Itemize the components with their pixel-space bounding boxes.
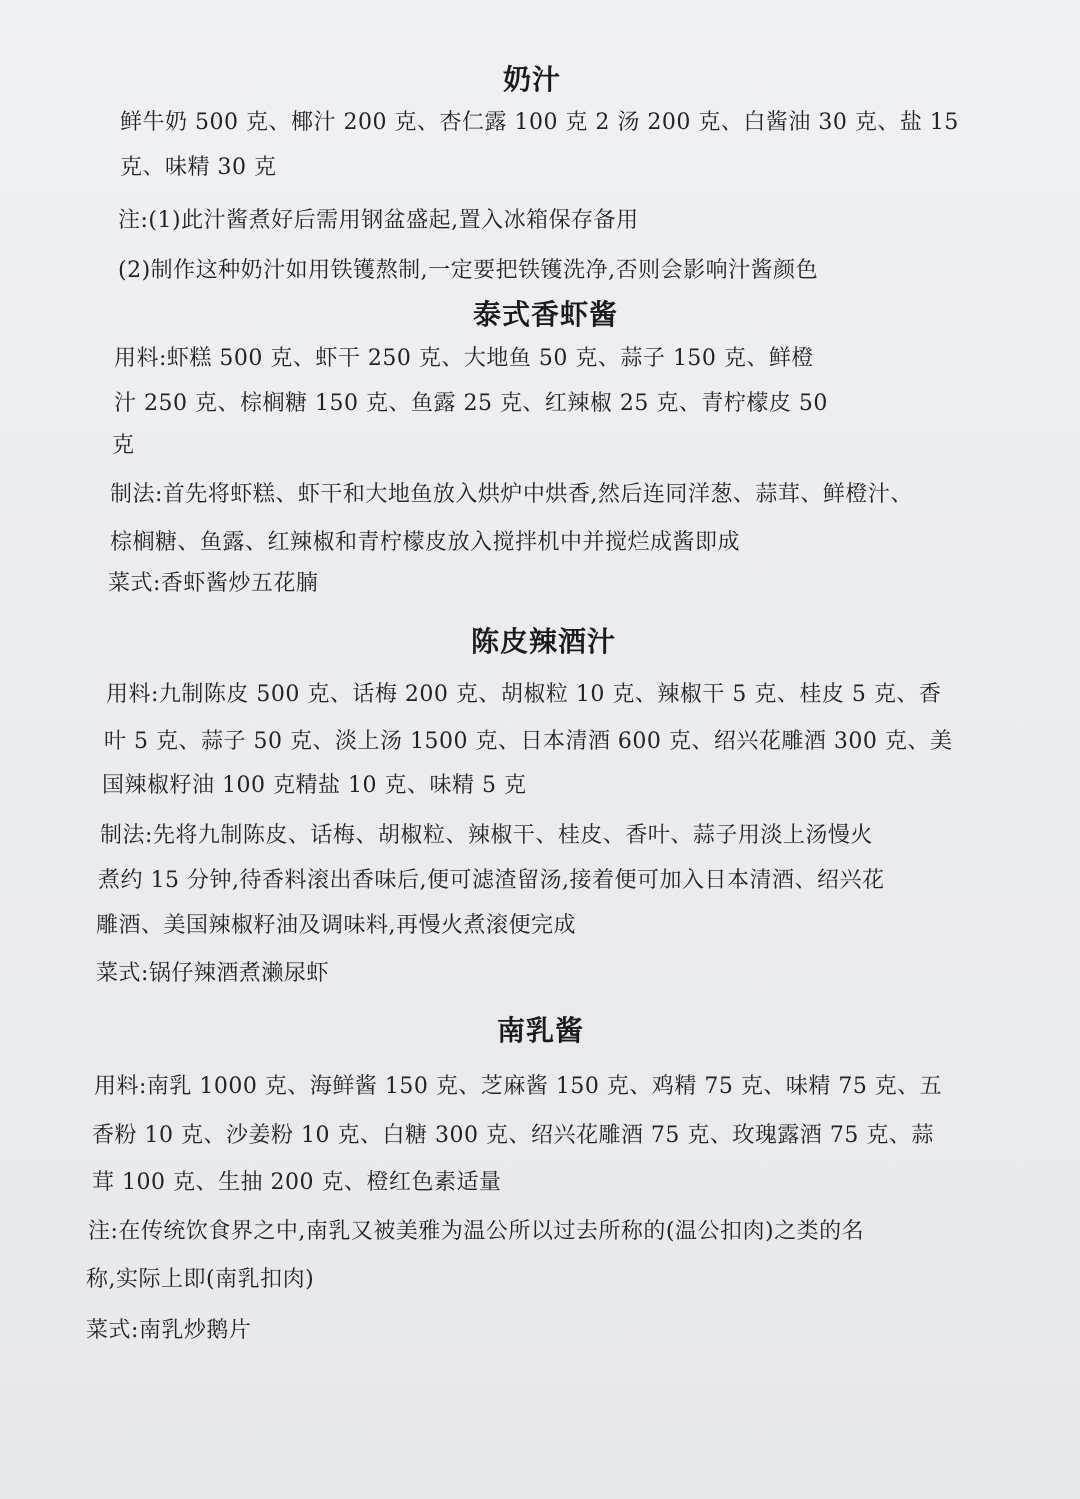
section-title-tangerine-peel-spicy-wine-sauce: 陈皮辣酒汁 [471, 625, 617, 658]
section-4-line-2: 香粉 10 克、沙姜粉 10 克、白糖 300 克、绍兴花雕酒 75 克、玫瑰露酒 75 克、蒜 [92, 1123, 934, 1148]
section-3-line-6: 雕酒、美国辣椒籽油及调味料,再慢火煮滚便完成 [96, 913, 576, 938]
section-3-line-1: 用料:九制陈皮 500 克、话梅 200 克、胡椒粒 10 克、辣椒干 5 克、桂皮 5 克、香 [106, 682, 942, 707]
section-1-line-4: (2)制作这种奶汁如用铁镬熬制,一定要把铁镬洗净,否则会影响汁酱颜色 [118, 258, 819, 283]
section-4-line-3: 茸 100 克、生抽 200 克、橙红色素适量 [92, 1170, 502, 1195]
section-4-line-6: 菜式:南乳炒鹅片 [86, 1318, 252, 1343]
section-2-line-3: 克 [112, 433, 135, 458]
section-4-line-1: 用料:南乳 1000 克、海鲜酱 150 克、芝麻酱 150 克、鸡精 75 克、味精 75 克、五 [94, 1074, 943, 1099]
section-2-line-1: 用料:虾糕 500 克、虾干 250 克、大地鱼 50 克、蒜子 150 克、鲜橙 [114, 346, 814, 371]
section-3-line-4: 制法:先将九制陈皮、话梅、胡椒粒、辣椒干、桂皮、香叶、蒜子用淡上汤慢火 [100, 823, 873, 848]
section-2-line-2: 汁 250 克、棕榈糖 150 克、鱼露 25 克、红辣椒 25 克、青柠檬皮 50 [114, 391, 828, 416]
section-1-line-1: 鲜牛奶 500 克、椰汁 200 克、杏仁露 100 克 2 汤 200 克、白酱油 30 克、盐 15 [120, 110, 959, 135]
section-title-milk-sauce: 奶汁 [503, 63, 562, 96]
section-4-line-4: 注:在传统饮食界之中,南乳又被美雅为温公所以过去所称的(温公扣肉)之类的名 [88, 1219, 865, 1244]
section-2-line-4: 制法:首先将虾糕、虾干和大地鱼放入烘炉中烘香,然后连同洋葱、蒜茸、鲜橙汁、 [110, 482, 913, 507]
section-title-fermented-bean-curd-sauce: 南乳酱 [497, 1014, 585, 1047]
section-1-line-3: 注:(1)此汁酱煮好后需用钢盆盛起,置入冰箱保存备用 [118, 208, 639, 233]
section-3-line-3: 国辣椒籽油 100 克精盐 10 克、味精 5 克 [102, 773, 527, 798]
section-4-line-5: 称,实际上即(南乳扣肉) [86, 1267, 315, 1292]
section-1-line-2: 克、味精 30 克 [120, 155, 277, 180]
section-2-line-5: 棕榈糖、鱼露、红辣椒和青柠檬皮放入搅拌机中并搅烂成酱即成 [110, 530, 741, 555]
section-3-line-5: 煮约 15 分钟,待香料滚出香味后,便可滤渣留汤,接着便可加入日本清酒、绍兴花 [98, 868, 885, 893]
section-title-thai-shrimp-paste: 泰式香虾酱 [473, 298, 619, 331]
section-3-line-7: 菜式:锅仔辣酒煮濑尿虾 [96, 961, 329, 986]
section-2-line-6: 菜式:香虾酱炒五花腩 [108, 571, 319, 596]
section-3-line-2: 叶 5 克、蒜子 50 克、淡上汤 1500 克、日本清酒 600 克、绍兴花雕酒 300 克、美 [104, 729, 953, 754]
